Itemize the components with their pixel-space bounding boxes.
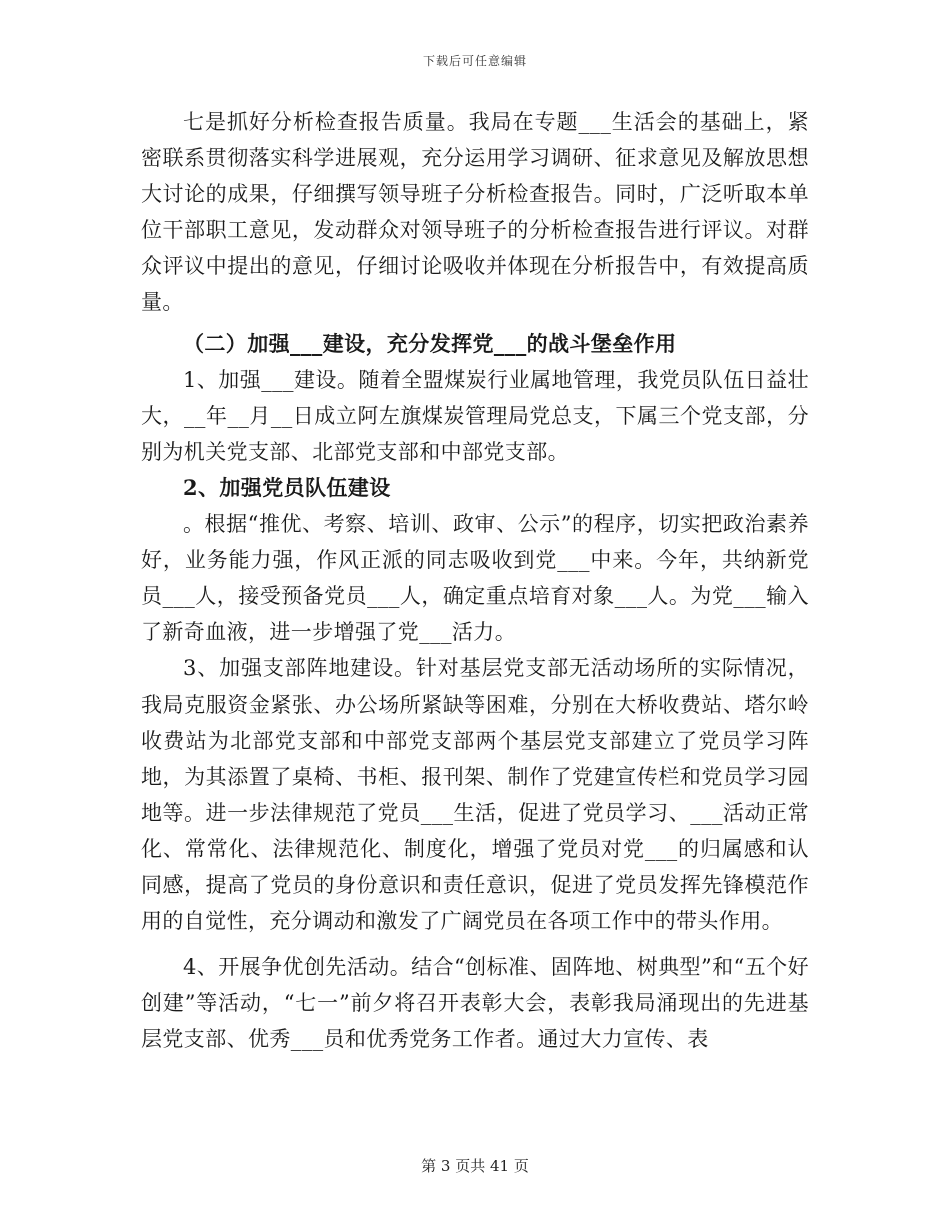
section-heading-organization-building: （二）加强___建设，充分发挥党___的战斗堡垒作用 xyxy=(183,330,677,356)
page-number-footer: 第 3 页共 41 页 xyxy=(421,1157,529,1175)
paragraph-analysis-report-quality: 七是抓好分析检查报告质量。我局在专题___生活会的基础上，紧密联系贯彻落实科学进展观，充分运用学习调研、征求意见及解放思想大讨论的成果，仔细撰写领导班子分析检查报告。同时，广泛听取本单位干部职工意见，发动群众对领导班子的分析检查报告进行评议。对群众评议中提出的意见，仔细讨论吸收并体现在分析报告中，有效提高质量。 xyxy=(141,110,809,315)
page-header-note: 下载后可任意编辑 xyxy=(422,54,527,68)
paragraph-excellence-activities: 4、开展争优创先活动。结合“创标准、固阵地、树典型”和“五个好创建”等活动，“七一”前夕将召开表彰大会，表彰我局涌现出的先进基层党支部、优秀___员和优秀党务工作者。通过大力宣传、表 xyxy=(141,955,809,1052)
paragraph-branch-base-building: 3、加强支部阵地建设。针对基层党支部无活动场所的实际情况，我局克服资金紧张、办公场所紧缺等困难，分别在大桥收费站、塔尔岭收费站为北部党支部和中部党支部两个基层党支部建立了党员学习阵地，为其添置了桌椅、书柜、报刊架、制作了党建宣传栏和党员学习园地等。进一步法律规范了党员___生活，促进了党员学习、___活动正常化、常常化、法律规范化、制度化，增强了党员对党___的归属感和认同感，提高了党员的身份意识和责任意识，促进了党员发挥先锋模范作用的自觉性，充分调动和激发了广阔党员在各项工作中的带头作用。 xyxy=(141,656,809,934)
item-heading-member-team-building: 2、加强党员队伍建设 xyxy=(183,474,391,500)
paragraph-member-recruitment: 。根据“推优、考察、培训、政审、公示”的程序，切实把政治素养好，业务能力强，作风正派的同志吸收到党___中来。今年，共纳新党员___人，接受预备党员___人，确定重点培育对象___人。为党___输入了新奇血液，进一步增强了党___活力。 xyxy=(141,512,809,645)
paragraph-organization-building: 1、加强___建设。随着全盟煤炭行业属地管理，我党员队伍日益壮大，__年__月__日成立阿左旗煤炭管理局党总支，下属三个党支部，分别为机关党支部、北部党支部和中部党支部。 xyxy=(141,367,809,464)
document-body xyxy=(141,104,809,1057)
